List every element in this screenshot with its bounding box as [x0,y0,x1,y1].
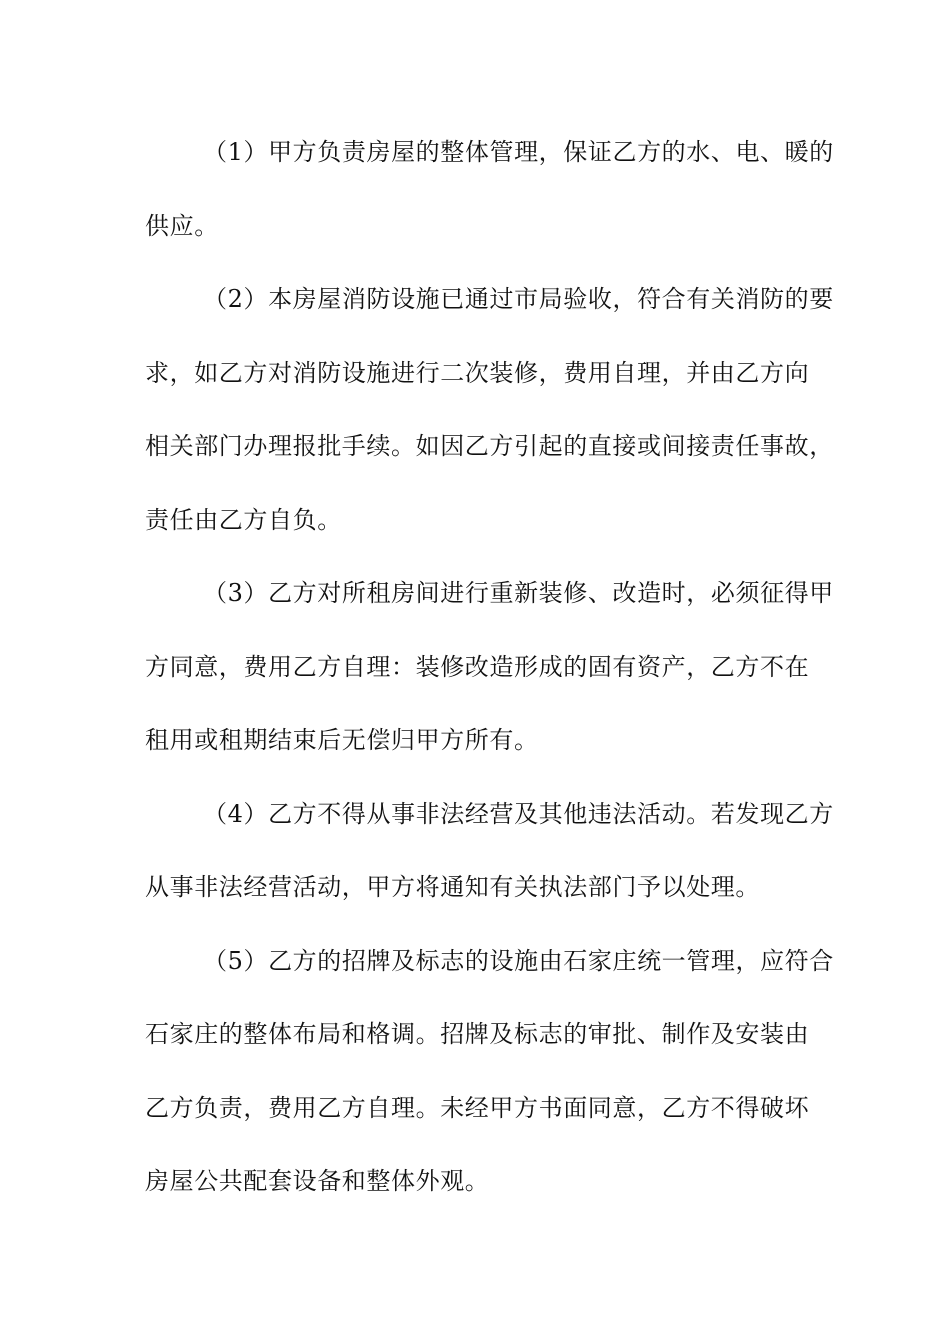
clause-3-line-1: （3）乙方对所租房间进行重新装修、改造时，必须征得甲 [203,579,834,607]
clause-5-line-1: （5）乙方的招牌及标志的设施由石家庄统一管理，应符合 [203,946,834,975]
clause-5-line-2: 石家庄的整体布局和格调。招牌及标志的审批、制作及安装由 [145,1020,810,1048]
clause-2-line-4: 责任由乙方自负。 [145,505,342,534]
clause-3-line-2: 方同意，费用乙方自理：装修改造形成的固有资产，乙方不在 [145,652,810,681]
clause-5-line-4: 房屋公共配套设备和整体外观。 [145,1167,490,1195]
clause-1-line-2: 供应。 [145,211,219,240]
clause-2-line-1: （2）本房屋消防设施已通过市局验收，符合有关消防的要 [203,285,834,313]
clause-2-line-2: 求，如乙方对消防设施进行二次装修，费用自理，并由乙方向 [145,358,810,387]
clause-4-line-1: （4）乙方不得从事非法经营及其他违法活动。若发现乙方 [203,799,834,828]
clause-2-line-3: 相关部门办理报批手续。如因乙方引起的直接或间接责任事故， [145,432,834,460]
clause-5-line-3: 乙方负责，费用乙方自理。未经甲方书面同意，乙方不得破坏 [145,1093,810,1122]
document-body [145,128,834,1231]
clause-1-line-1: （1）甲方负责房屋的整体管理，保证乙方的水、电、暖的 [203,138,834,166]
clause-3-line-3: 租用或租期结束后无偿归甲方所有。 [145,726,539,754]
clause-4-line-2: 从事非法经营活动，甲方将通知有关执法部门予以处理。 [145,873,760,901]
